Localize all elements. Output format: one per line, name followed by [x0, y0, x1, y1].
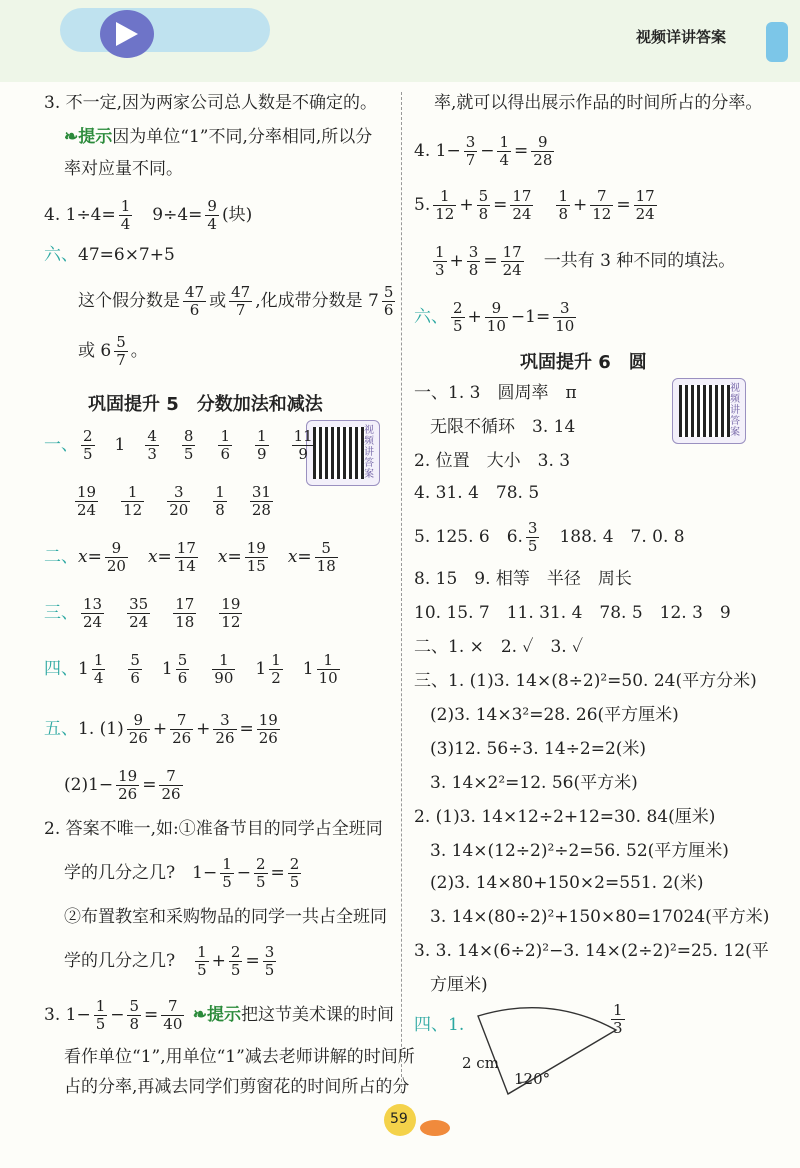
liu-c: 或 6 $\frac{5}{7}$ 。	[78, 333, 148, 369]
s6-14: 3. 14×(12÷2)²÷2=56. 52(平方厘米)	[430, 841, 729, 861]
section-label: 五、	[44, 719, 78, 739]
qr-label: 视频讲答案	[364, 425, 374, 480]
s6-11: (3)12. 56÷3. 14÷2=2(米)	[430, 739, 647, 759]
x-var: x=	[217, 547, 242, 567]
q3: 3. 1− $\frac{1}{5}$ − $\frac{5}{8}$ = $\frac{7}{40}$ ❧提示把这节美术课的时间	[44, 997, 395, 1033]
r5-text: 5.	[414, 195, 431, 215]
s6-5a: 5. 125. 6 6.	[414, 527, 523, 547]
liu-or: 或	[209, 291, 227, 311]
s5-yi-int: 1	[114, 435, 126, 455]
q2-b: 学的几分之几? 1− $\frac{1}{5}$ − $\frac{2}{5}$ = $\frac{2}{5}$	[64, 855, 300, 891]
tip1-text-b: 率对应量不同。	[64, 159, 183, 179]
s6-2: 无限不循环 3. 14	[430, 417, 576, 437]
s5-wu2: (2)1− $\frac{19}{26}$ = $\frac{7}{26}$	[64, 767, 181, 803]
q2-a: 2. 答案不唯一,如:①准备节目的同学占全班同	[44, 819, 383, 839]
tip1-label: 提示	[78, 127, 113, 147]
section-label: 三、	[44, 603, 78, 623]
s6-17: 3. 3. 14×(6÷2)²−3. 14×(2÷2)²=25. 12(平	[414, 941, 769, 961]
q4-mid: 9÷4=	[152, 205, 203, 225]
page-number: 59	[390, 1111, 408, 1127]
x-var: x=	[78, 547, 102, 567]
s6-19	[414, 1014, 464, 1036]
header-bar	[766, 22, 788, 62]
s5-san: 三、 $\frac{13}{24}$ $\frac{35}{24}$ $\frac{17}{18}$ $\frac{19}{12}$	[44, 595, 241, 631]
header-blob	[60, 8, 270, 52]
q4: 4. 1÷4= $\frac{1}{4}$ 9÷4= $\frac{9}{4}$ (块)	[44, 197, 253, 233]
q2-b-text: 学的几分之几?	[64, 863, 176, 883]
qr-code-right[interactable]	[672, 378, 746, 444]
section-label: 二、	[44, 547, 78, 567]
fig-angle: 120°	[514, 1070, 551, 1088]
s6-5b: 188. 4 7. 0. 8	[559, 527, 685, 547]
s5-er: 二、x= $\frac{9}{20}$ x= $\frac{17}{14}$ x= $\frac{19}{15}$ x= $\frac{5}{18}$	[44, 539, 336, 575]
tip2-label: 提示	[207, 1005, 242, 1025]
s6-10: (2)3. 14×3²=28. 26(平方厘米)	[430, 705, 679, 725]
fig-length: 2 cm	[462, 1054, 499, 1072]
left-line-1: 3. 不一定,因为两家公司总人数是不确定的。	[44, 93, 378, 113]
q2-c: ②布置教室和采购物品的同学一共占全班同	[64, 907, 387, 927]
r5-b: $\frac{1}{3}$ + $\frac{3}{8}$ = $\frac{17}{24}$ 一共有 3 种不同的填法。	[435, 243, 736, 279]
tip2-c: 占的分率,再减去同学们剪窗花的时间所占的分	[64, 1077, 410, 1097]
tip1	[64, 126, 372, 148]
fish-icon	[420, 1120, 450, 1136]
q4-prefix: 4. 1÷4=	[44, 205, 116, 225]
x-var: x=	[287, 547, 312, 567]
liu-end: 。	[130, 341, 148, 361]
whole: 1	[255, 659, 267, 679]
play-logo-icon	[100, 10, 154, 58]
section-label: 六、	[44, 245, 78, 265]
s6-1: 一、1. 3 圆周率 π	[414, 383, 577, 403]
q4-unit: (块)	[221, 205, 253, 225]
r4-text: 4. 1−	[414, 141, 461, 161]
whole: 1	[78, 659, 89, 679]
whole: 1	[161, 659, 173, 679]
header-banner	[0, 0, 800, 82]
s6-9: 三、1. (1)3. 14×(8÷2)²=50. 24(平方分米)	[414, 671, 757, 691]
r4: 4. 1− $\frac{3}{7}$ − $\frac{1}{4}$ = $\frac{9}{28}$	[414, 133, 553, 169]
section-label: 四、	[44, 659, 78, 679]
s6-18: 方厘米)	[430, 975, 488, 995]
s6-8: 二、1. × 2. ✓ 3. ✓	[414, 637, 584, 657]
section6-title: 巩固提升 6 圆	[520, 352, 647, 373]
liu-b: ,化成带分数是 7	[255, 291, 379, 311]
s6-13: 2. (1)3. 14×12÷2+12=30. 84(厘米)	[414, 807, 716, 827]
tip2-a: 把这节美术课的时间	[241, 1005, 395, 1025]
fig-fraction: $\frac{1}{3}$	[613, 1001, 623, 1037]
section5-title: 巩固提升 5 分数加法和减法	[88, 394, 323, 415]
r5: 5. $\frac{1}{12}$ + $\frac{5}{8}$ = $\frac{17}{24}$ $\frac{1}{8}$ + $\frac{7}{12}$ = $\frac{17}{24}$	[414, 187, 655, 223]
s5-si: 四、1 $\frac{1}{4}$ $\frac{5}{6}$ 1 $\frac{5}{6}$ $\frac{1}{90}$ 1 $\frac{1}{2}$ 1 $\frac{1}{10}$	[44, 651, 338, 687]
s5-wu1: 1. (1)	[78, 719, 124, 739]
s5-yi-row2: $\frac{19}{24}$ $\frac{1}{12}$ $\frac{3}{20}$ $\frac{1}{8}$ $\frac{31}{28}$	[77, 483, 271, 519]
liu	[44, 244, 175, 266]
tip1-text: 因为单位“1”不同,分率相同,所以分	[112, 127, 373, 147]
s6-15: (2)3. 14×80+150×2=551. 2(米)	[430, 873, 704, 893]
s6-16: 3. 14×(80÷2)²+150×80=17024(平方米)	[430, 907, 770, 927]
s6-3: 2. 位置 大小 3. 3	[414, 451, 571, 471]
liu-a-text: 这个假分数是	[78, 291, 180, 311]
q2-d: 学的几分之几? $\frac{1}{5}$ + $\frac{2}{5}$ = $\frac{3}{5}$	[64, 943, 275, 979]
r6: 六、 $\frac{2}{5}$ + $\frac{9}{10}$ −1= $\frac{3}{10}$	[414, 299, 575, 335]
s6-5: 5. 125. 6 6. $\frac{3}{5}$ 188. 4 7. 0. 8	[414, 519, 685, 555]
s6-6: 8. 15 9. 相等 半径 周长	[414, 569, 632, 589]
s5-wu2-text: (2)1−	[64, 775, 114, 795]
q3-text: 3. 1−	[44, 1005, 91, 1025]
s6-4: 4. 31. 4 78. 5	[414, 483, 540, 503]
r0: 率,就可以得出展示作品的时间所占的分率。	[434, 93, 763, 113]
r5-end: 一共有 3 种不同的填法。	[543, 251, 736, 271]
s6-7: 10. 15. 7 11. 31. 4 78. 5 12. 3 9	[414, 603, 731, 623]
section-label: 一、	[44, 435, 78, 455]
header-title: 视频详讲答案	[636, 28, 727, 46]
section-label: 六、	[414, 307, 448, 327]
qr-label: 视频讲答案	[730, 383, 740, 438]
tip2-b: 看作单位“1”,用单位“1”减去老师讲解的时间所	[64, 1047, 415, 1067]
s6-19-text: 四、1.	[414, 1015, 465, 1035]
q2-d-text: 学的几分之几?	[64, 951, 176, 971]
leaf-icon: ❧	[192, 1005, 208, 1025]
liu-eq: 47=6×7+5	[78, 245, 175, 265]
liu-c-text: 或 6	[78, 341, 112, 361]
s6-12: 3. 14×2²=12. 56(平方米)	[430, 773, 638, 793]
whole: 1	[302, 659, 314, 679]
x-var: x=	[147, 547, 172, 567]
s5-yi: 一、 $\frac{2}{5}$ 1 $\frac{4}{3}$ $\frac{8}{5}$ $\frac{1}{6}$ $\frac{1}{9}$ $\frac{11}{9}$	[44, 427, 313, 463]
column-divider	[401, 92, 402, 1092]
liu-a: 这个假分数是 $\frac{47}{6}$ 或 $\frac{47}{7}$ ,化成带分数是 7 $\frac{5}{6}$	[78, 283, 394, 319]
leaf-icon: ❧	[64, 127, 79, 147]
s5-wu: 五、1. (1) $\frac{9}{26}$ + $\frac{7}{26}$ + $\frac{3}{26}$ = $\frac{19}{26}$	[44, 711, 278, 747]
